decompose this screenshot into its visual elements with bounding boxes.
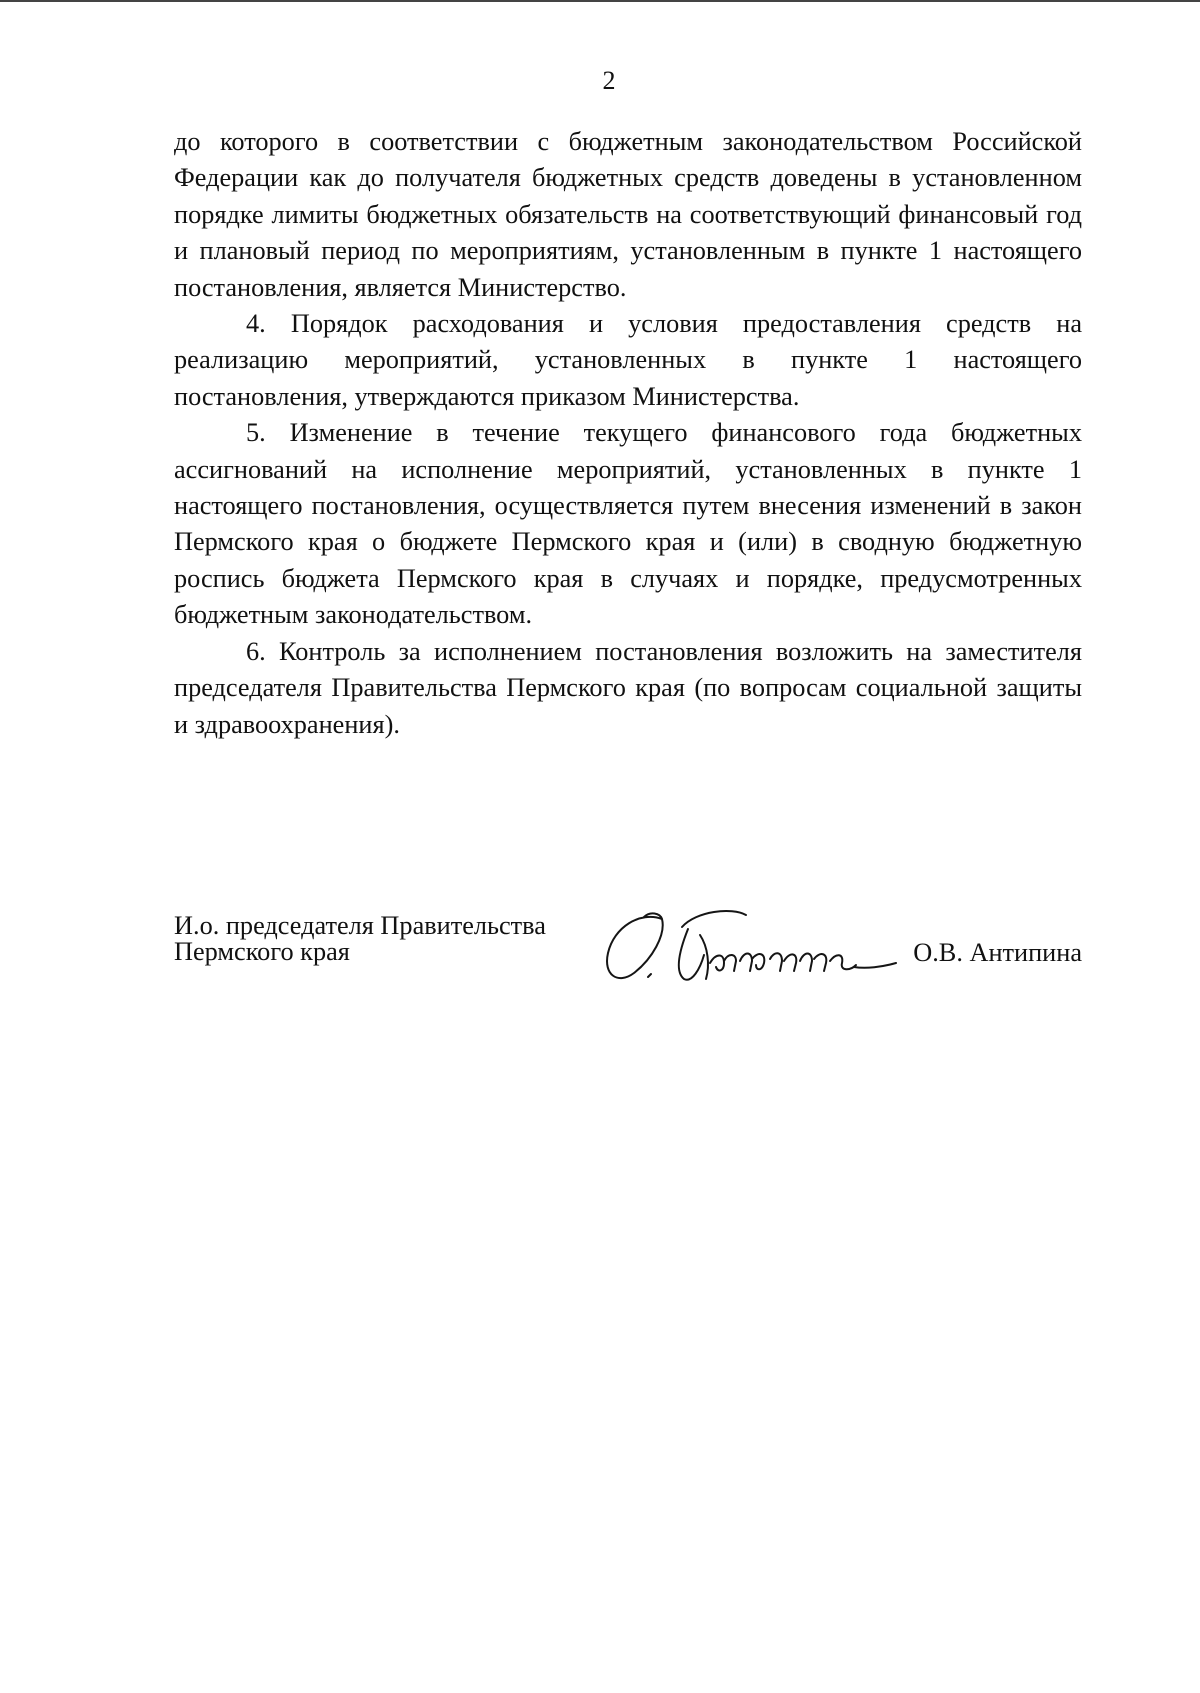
paragraph-item-5: 5. Изменение в течение текущего финансового года бюджетных ассигнований на исполнение мероприятий, установленных в пункте 1 настоящего постановления, осуществляется путем внесения изменений в закон Пермского края о бюджете Пермского края и (или) в сводную бюджетную роспись бюджета Пермского края в случаях и порядке, предусмотренных бюджетным законодательством. [174, 418, 1082, 630]
signer-position-line-1: И.о. председателя Правительства [174, 911, 546, 940]
paragraph-continuation: до которого в соответствии с бюджетным законодательством Российской Федерации как до получателя бюджетных средств доведены в установленном порядке лимиты бюджетных обязательств на соответствующий финансовый год и плановый период по мероприятиям, установленным в пункте 1 настоящего постановления, является Министерство. [174, 127, 1082, 302]
handwritten-signature [600, 905, 920, 987]
scan-top-edge [0, 0, 1200, 2]
paragraph-item-6: 6. Контроль за исполнением постановления возложить на заместителя председателя Правительства Пермского края (по вопросам социальной защиты и здравоохранения). [174, 636, 1082, 739]
signature-block [174, 913, 1082, 993]
page-number: 2 [602, 66, 616, 95]
document-body [174, 124, 1082, 743]
signer-position-line-2: Пермского края [174, 937, 350, 966]
signer-name: О.В. Антипина [913, 938, 1082, 967]
signer-position [174, 913, 546, 965]
paragraph-item-4: 4. Порядок расходования и условия предоставления средств на реализацию мероприятий, установленных в пункте 1 настоящего постановления, утверждаются приказом Министерства. [174, 309, 1082, 411]
